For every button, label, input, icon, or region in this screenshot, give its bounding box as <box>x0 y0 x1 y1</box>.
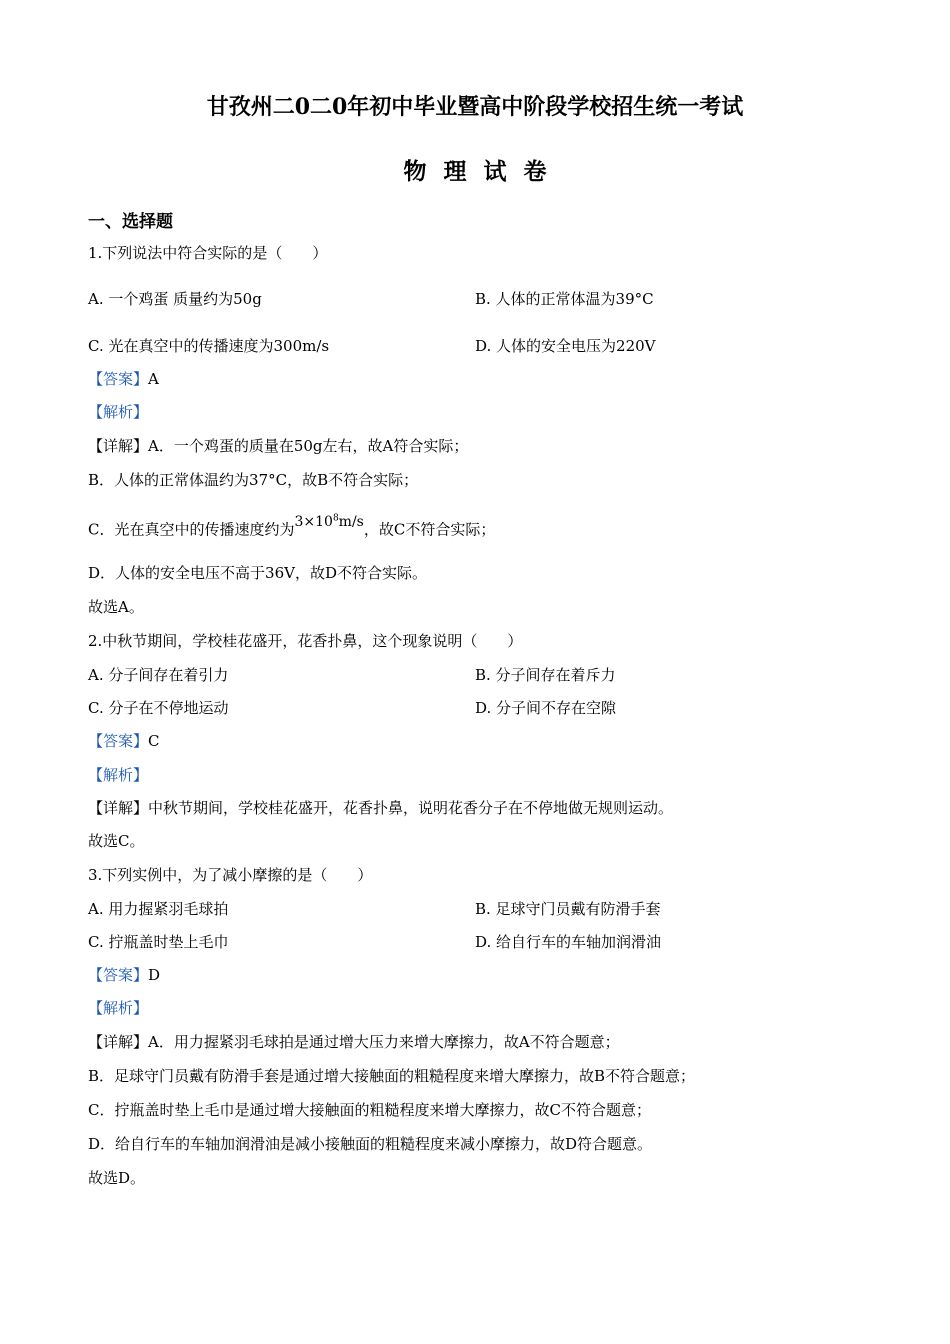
detail-text: A．用力握紧羽毛球拍是通过增大压力来增大摩擦力，故A不符合题意； <box>148 1033 620 1051</box>
question-3-conclusion: 故选D。 <box>88 1169 146 1187</box>
question-1-detail-c <box>88 513 496 541</box>
question-2-detail <box>88 798 673 818</box>
answer-tag: 【答案】 <box>88 966 149 984</box>
detail-text: ，故C不符合实际； <box>363 520 496 539</box>
page-title: 甘孜州二0二0年初中毕业暨高中阶段学校招生统一考试 <box>206 94 744 120</box>
section-heading: 一、选择题 <box>88 212 173 232</box>
answer-value: D <box>148 966 161 984</box>
page-subtitle: 物理试卷 <box>403 158 564 185</box>
question-3-stem: 3.下列实例中，为了减小摩擦的是（ ） <box>88 866 373 884</box>
answer-tag: 【答案】 <box>88 732 149 750</box>
speed-of-light-formula <box>294 514 363 530</box>
question-1-option-a: A. 一个鸡蛋 质量约为50g <box>88 290 262 308</box>
question-3-answer <box>88 965 160 985</box>
question-3-option-b: B. 足球守门员戴有防滑手套 <box>475 900 661 918</box>
question-2-option-c: C. 分子在不停地运动 <box>88 699 229 717</box>
formula-base: 3×10 <box>294 513 333 530</box>
formula-exponent: 8 <box>332 513 339 523</box>
answer-tag: 【答案】 <box>88 370 149 388</box>
question-3-detail-d: D．给自行车的车轴加润滑油是减小接触面的粗糙程度来减小摩擦力，故D符合题意。 <box>88 1135 653 1153</box>
question-1-option-d: D. 人体的安全电压为220V <box>475 337 656 355</box>
question-3-analysis-tag: 【解析】 <box>88 999 149 1017</box>
question-1-detail-d: D．人体的安全电压不高于36V，故D不符合实际。 <box>88 564 427 582</box>
question-2-option-b: B. 分子间存在着斥力 <box>475 666 616 684</box>
question-1-detail-a <box>88 436 468 456</box>
question-1-stem: 1.下列说法中符合实际的是（ ） <box>88 244 328 262</box>
question-3-detail-b: B．足球守门员戴有防滑手套是通过增大接触面的粗糙程度来增大摩擦力，故B不符合题意； <box>88 1067 696 1085</box>
question-2-analysis-tag: 【解析】 <box>88 766 149 784</box>
detail-text: A．一个鸡蛋的质量在50g左右，故A符合实际； <box>148 437 469 455</box>
question-1-detail-b: B．人体的正常体温约为37°C，故B不符合实际； <box>88 471 419 489</box>
question-1-answer <box>88 369 159 389</box>
detail-tag: 【详解】 <box>88 437 149 455</box>
question-3-detail-a <box>88 1032 620 1052</box>
question-3-option-a: A. 用力握紧羽毛球拍 <box>88 900 229 918</box>
question-1-analysis-tag: 【解析】 <box>88 403 149 421</box>
question-2-stem: 2.中秋节期间，学校桂花盛开，花香扑鼻，这个现象说明（ ） <box>88 632 523 650</box>
question-2-option-a: A. 分子间存在着引力 <box>88 666 229 684</box>
question-3-detail-c: C．拧瓶盖时垫上毛巾是通过增大接触面的粗糙程度来增大摩擦力，故C不符合题意； <box>88 1101 651 1119</box>
question-1-option-c: C. 光在真空中的传播速度为300m/s <box>88 337 330 355</box>
question-2-conclusion: 故选C。 <box>88 832 145 850</box>
question-1-conclusion: 故选A。 <box>88 598 144 616</box>
formula-unit: m/s <box>338 513 364 530</box>
question-3-option-d: D. 给自行车的车轴加润滑油 <box>475 933 662 951</box>
question-1-option-b: B. 人体的正常体温为39°C <box>475 290 654 308</box>
detail-text: 中秋节期间，学校桂花盛开，花香扑鼻，说明花香分子在不停地做无规则运动。 <box>148 799 674 817</box>
question-3-option-c: C. 拧瓶盖时垫上毛巾 <box>88 933 229 951</box>
detail-tag: 【详解】 <box>88 1033 149 1051</box>
question-2-option-d: D. 分子间不存在空隙 <box>475 699 617 717</box>
detail-tag: 【详解】 <box>88 799 149 817</box>
detail-text: C．光在真空中的传播速度约为 <box>88 520 295 539</box>
answer-value: C <box>148 732 160 750</box>
question-2-answer <box>88 731 160 751</box>
answer-value: A <box>148 370 159 388</box>
